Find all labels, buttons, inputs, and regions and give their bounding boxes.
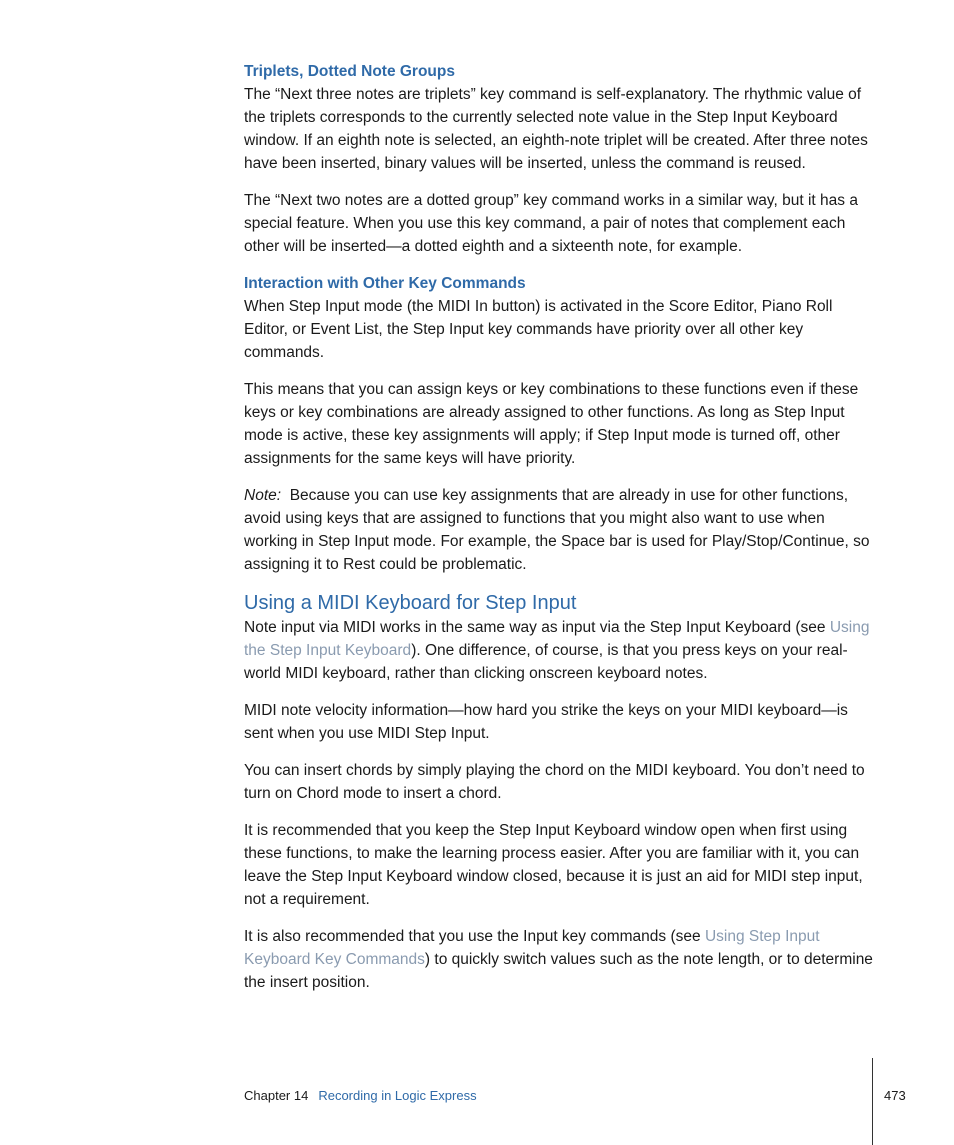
interaction-paragraph-2: This means that you can assign keys or key combinations to these functions even if these keys or key combinations are already assigned to other functions. As long as Step Input mode is active, these key assignments will apply; if Step Input mode is turned off, other assignments for the same keys will have priority.	[244, 381, 859, 467]
note-paragraph	[244, 484, 876, 576]
interaction-heading: Interaction with Other Key Commands	[244, 275, 526, 292]
footer-chapter-title[interactable]: Recording in Logic Express	[318, 1088, 477, 1103]
midi-p5-text-before: It is also recommended that you use the Input key commands (see	[244, 928, 705, 945]
note-text: Because you can use key assignments that are already in use for other functions, avoid using keys that are assigned to functions that you might also want to use when working in Step Input mode. For example, the Space bar is used for Play/Stop/Continue, so assigning it to Rest could be problematic.	[244, 487, 870, 573]
midi-keyboard-heading: Using a MIDI Keyboard for Step Input	[244, 592, 577, 614]
midi-p5-text-after: ) to quickly switch values such as the note length, or to determine the insert position.	[244, 951, 873, 991]
page-number: 473	[884, 1088, 906, 1103]
triplets-paragraph-2: The “Next two notes are a dotted group” key command works in a similar way, but it has a special feature. When you use this key command, a pair of notes that complement each other will be inserted—a dotted eighth and a sixteenth note, for example.	[244, 192, 858, 255]
midi-p1-text-after: ). One difference, of course, is that you press keys on your real-world MIDI keyboard, rather than clicking onscreen keyboard notes.	[244, 642, 848, 682]
triplets-heading: Triplets, Dotted Note Groups	[244, 63, 455, 80]
footer-divider	[872, 1058, 873, 1145]
note-label: Note:	[244, 487, 282, 504]
link-using-step-input-keyboard[interactable]: Using the Step Input Keyboard	[244, 619, 870, 659]
footer-chapter: Chapter 14	[244, 1088, 309, 1103]
midi-paragraph-5	[244, 925, 876, 994]
page-footer	[244, 1087, 477, 1105]
midi-paragraph-3: You can insert chords by simply playing the chord on the MIDI keyboard. You don’t need to turn on Chord mode to insert a chord.	[244, 762, 865, 802]
midi-paragraph-4: It is recommended that you keep the Step Input Keyboard window open when first using these functions, to make the learning process easier. After you are familiar with it, you can leave the Step Input Keyboard window closed, because it is just an aid for MIDI step input, not a requirement.	[244, 822, 863, 908]
midi-paragraph-2: MIDI note velocity information—how hard you strike the keys on your MIDI keyboard—is sent when you use MIDI Step Input.	[244, 702, 848, 742]
link-step-input-key-commands[interactable]: Using Step Input Keyboard Key Commands	[244, 928, 820, 968]
interaction-paragraph-1: When Step Input mode (the MIDI In button) is activated in the Score Editor, Piano Roll Editor, or Event List, the Step Input key commands have priority over all other key commands.	[244, 298, 833, 361]
midi-p1-text-before: Note input via MIDI works in the same way as input via the Step Input Keyboard (see	[244, 619, 830, 636]
midi-paragraph-1	[244, 616, 876, 685]
triplets-paragraph-1: The “Next three notes are triplets” key command is self-explanatory. The rhythmic value of the triplets corresponds to the currently selected note value in the Step Input Keyboard window. If an eighth note is selected, an eighth-note triplet will be created. After three notes have been inserted, binary values will be inserted, unless the command is reused.	[244, 86, 868, 172]
page-content	[244, 60, 876, 1008]
